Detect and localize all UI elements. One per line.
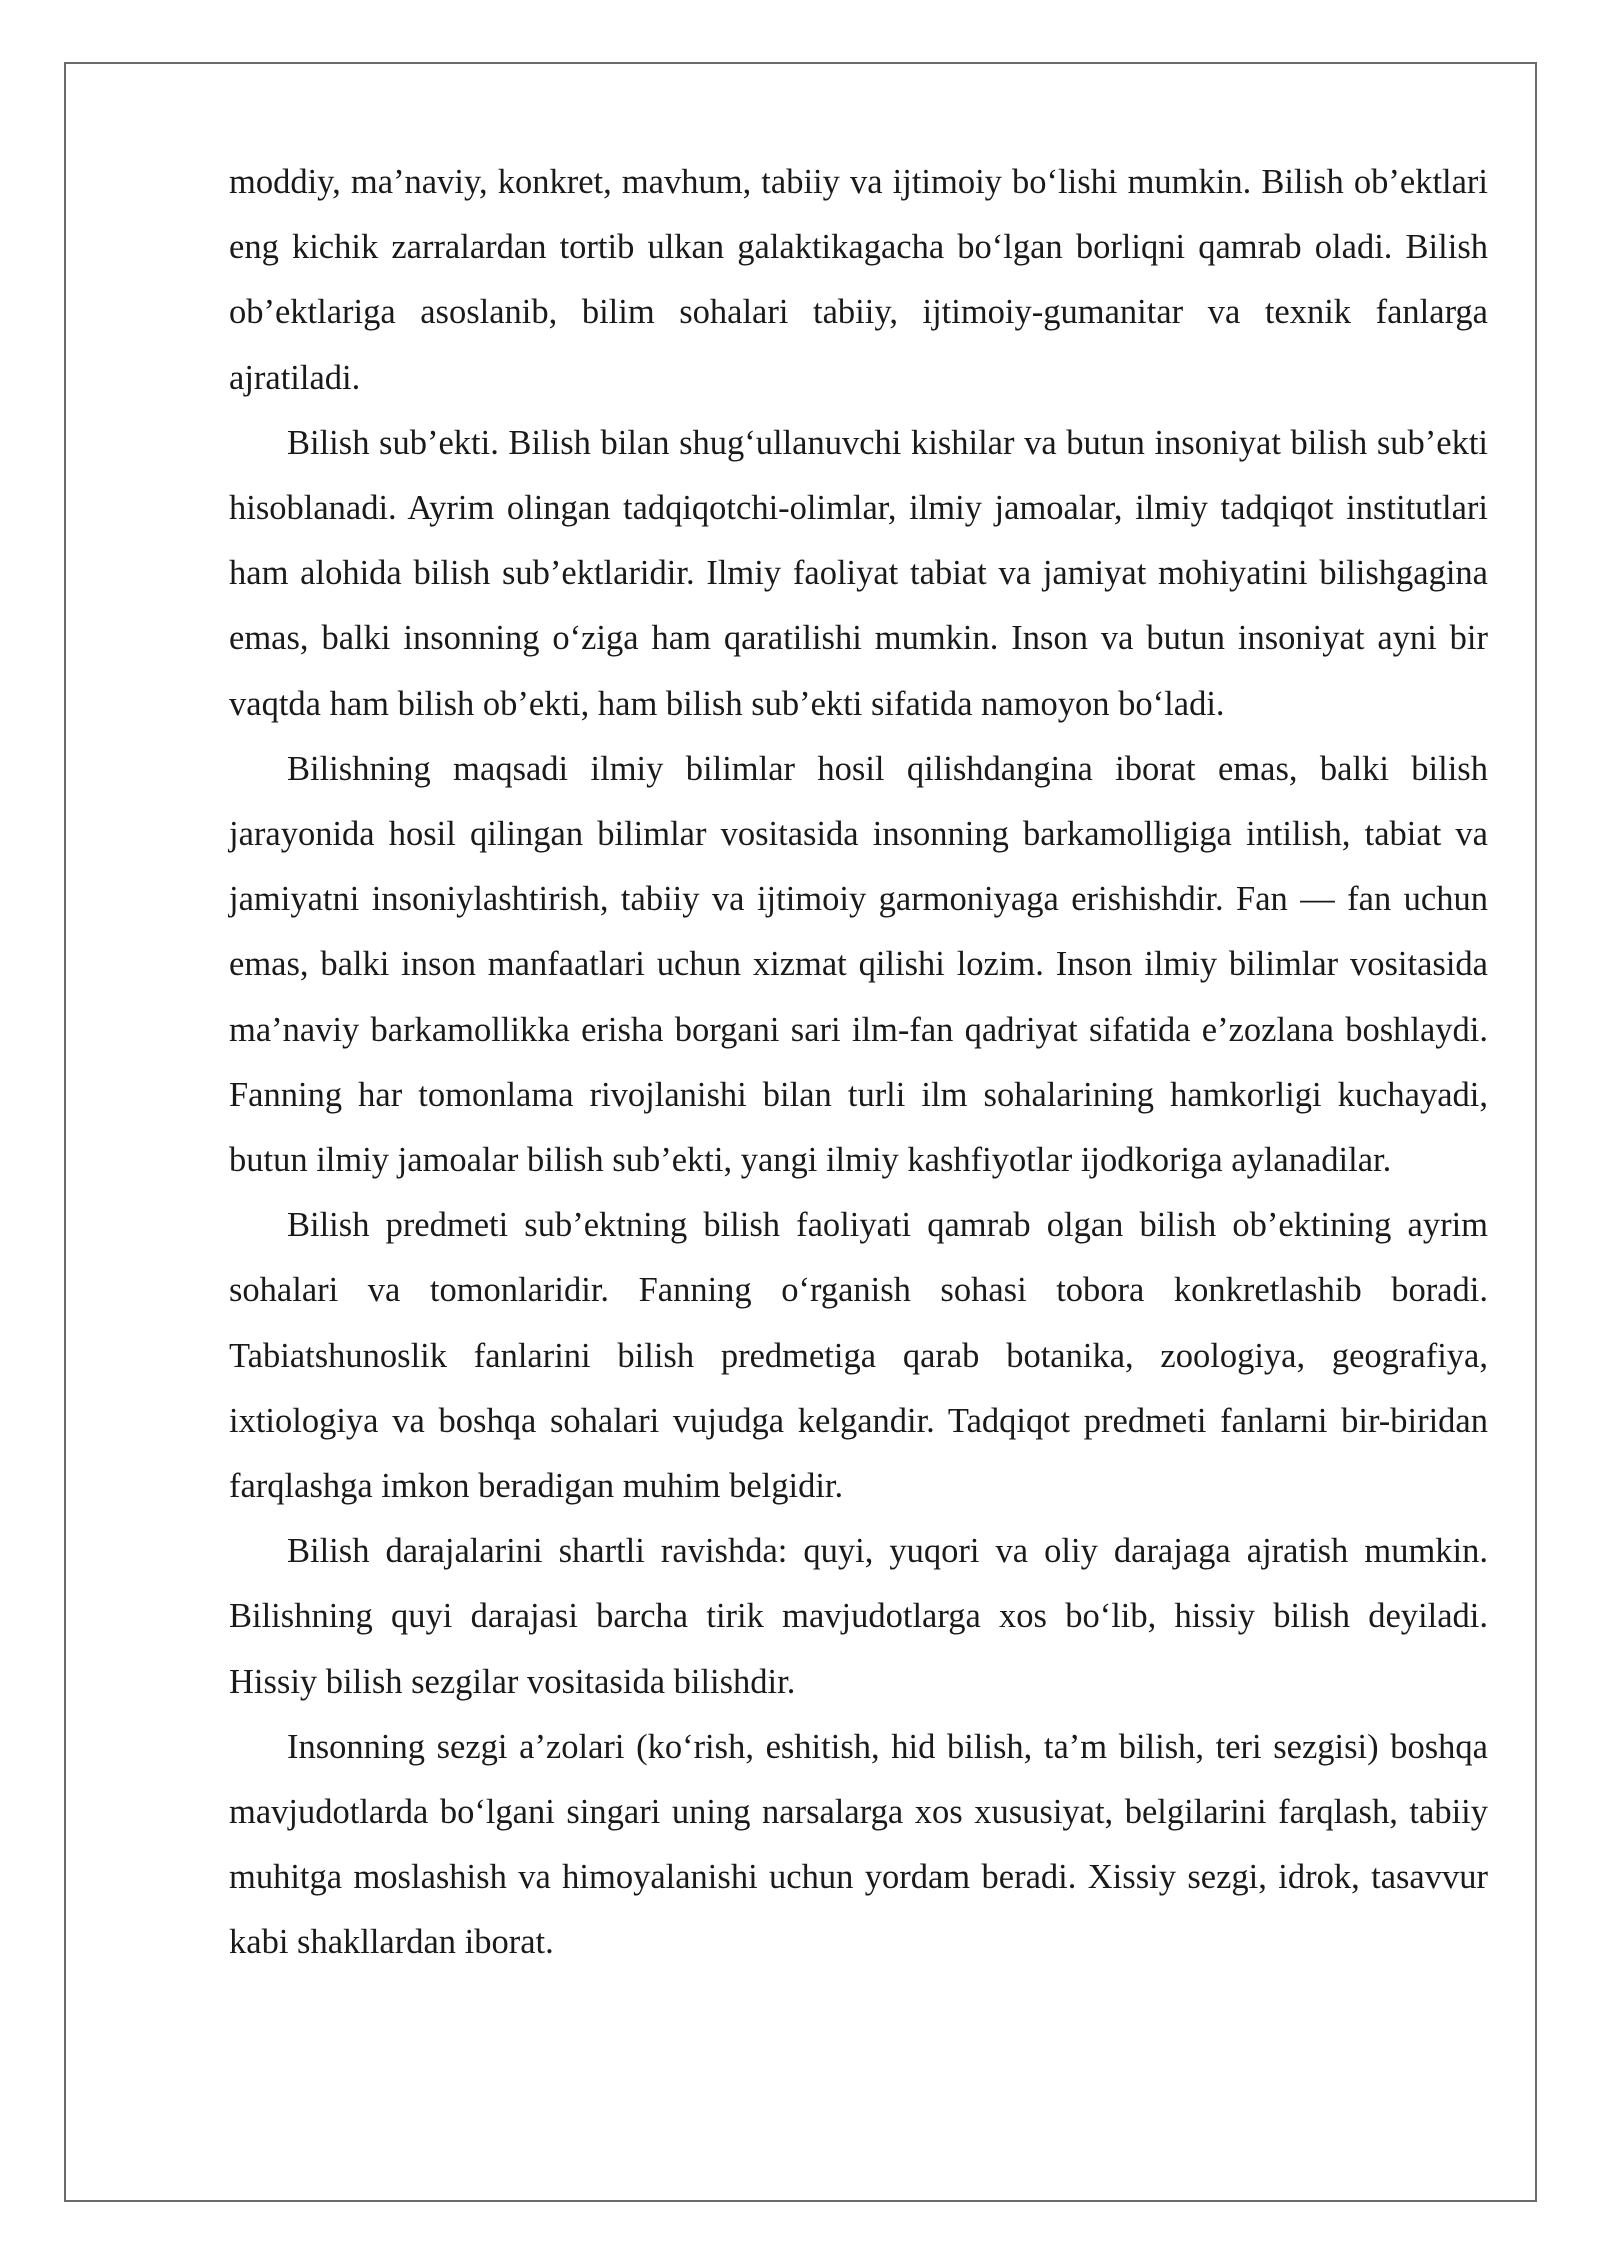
paragraph-sense-organs: Insonning sezgi a’zolari (ko‘rish, eshitish, hid bilish, ta’m bilish, teri sezgisi) boshqa mavjudotlarda bo‘lgani singari uning narsalarga xos xususiyat, belgilarini farqlash, tabiiy muhitga moslashish va himoyalanishi uchun yordam beradi. Xissiy sezgi, idrok, tasavvur kabi shakllardan iborat. bbox=[229, 1727, 1488, 1962]
paragraph-objects-continuation: moddiy, ma’naviy, konkret, mavhum, tabiiy va ijtimoiy bo‘lishi mumkin. Bilish ob’ektlari eng kichik zarralardan tortib ulkan galaktikagacha bo‘lgan borliqni qamrab oladi. Bilish ob’ektlariga asoslanib, bilim sohalari tabiiy, ijtimoiy-gumanitar va texnik fanlarga ajratiladi. bbox=[229, 163, 1488, 397]
document-body bbox=[229, 150, 1488, 1976]
paragraph-subject-matter-of-cognition: Bilish predmeti sub’ektning bilish faoliyati qamrab olgan bilish ob’ektining ayrim sohalari va tomonlaridir. Fanning o‘rganish sohasi tobora konkretlashib boradi. Tabiatshunoslik fanlarini bilish predmetiga qarab botanika, zoologiya, geografiya, ixtiologiya va boshqa sohalari vujudga kelgandir. Tadqiqot predmeti fanlarni bir-biridan farqlashga imkon beradigan muhim belgidir. bbox=[229, 1206, 1488, 1506]
paragraph-purpose-of-cognition: Bilishning maqsadi ilmiy bilimlar hosil qilishdangina iborat emas, balki bilish jarayonida hosil qilingan bilimlar vositasida insonning barkamolligiga intilish, tabiat va jamiyatni insoniylashtirish, tabiiy va ijtimoiy garmoniyaga erishishdir. Fan — fan uchun emas, balki inson manfaatlari uchun xizmat qilishi lozim. Inson ilmiy bilimlar vositasida ma’naviy barkamollikka erisha borgani sari ilm-fan qadriyat sifatida e’zozlana boshlaydi. Fanning har tomonlama rivojlanishi bilan turli ilm sohalarining hamkorligi kuchayadi, butun ilmiy jamoalar bilish sub’ekti, yangi ilmiy kashfiyotlar ijodkoriga aylanadilar. bbox=[229, 749, 1488, 1180]
paragraph-subject-of-cognition: Bilish sub’ekti. Bilish bilan shug‘ullanuvchi kishilar va butun insoniyat bilish sub’ekti hisoblanadi. Ayrim olingan tadqiqotchi-olimlar, ilmiy jamoalar, ilmiy tadqiqot institutlari ham alohida bilish sub’ektlaridir. Ilmiy faoliyat tabiat va jamiyat mohiyatini bilishgagina emas, balki insonning o‘ziga ham qaratilishi mumkin. Inson va butun insoniyat ayni bir vaqtda ham bilish ob’ekti, ham bilish sub’ekti sifatida namoyon bo‘ladi. bbox=[229, 423, 1488, 723]
paragraph-levels-of-cognition: Bilish darajalarini shartli ravishda: quyi, yuqori va oliy darajaga ajratish mumkin. Bilishning quyi darajasi barcha tirik mavjudotlarga xos bo‘lib, hissiy bilish deyiladi. Hissiy bilish sezgilar vositasida bilishdir. bbox=[229, 1532, 1488, 1701]
